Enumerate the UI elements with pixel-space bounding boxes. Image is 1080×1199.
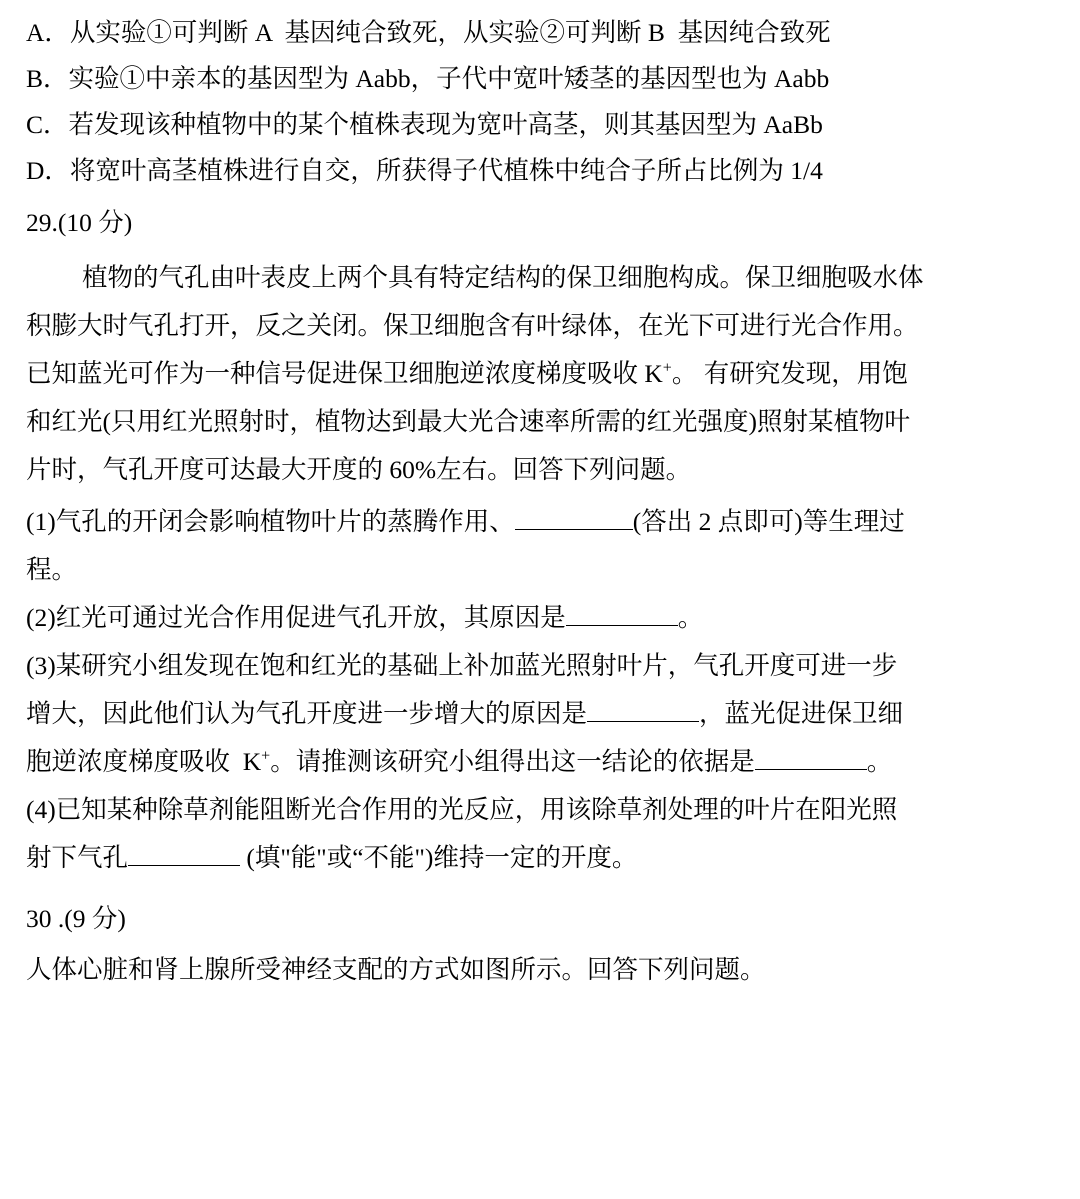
question-29-stem-line-3-tail: 。 有研究发现，用饱 bbox=[671, 359, 908, 388]
question-29-number: 29.(10 分) bbox=[26, 208, 133, 237]
question-29-sub-4-line-2 bbox=[26, 834, 1054, 882]
question-29-sub-3-text-d: 。请推测该研究小组得出这一结论的依据是 bbox=[270, 747, 755, 776]
question-29-stem-line-3 bbox=[26, 350, 1054, 398]
option-b: B．实验①中亲本的基因型为 Aabb，子代中宽叶矮茎的基因型也为 Aabb bbox=[26, 64, 830, 93]
question-29-sub-4-line-1: (4)已知某种除草剂能阻断光合作用的光反应，用该除草剂处理的叶片在阳光照 bbox=[26, 795, 898, 824]
question-29-sub-3-line-3 bbox=[26, 738, 1054, 786]
option-d: D．将宽叶高茎植株进行自交，所获得子代植株中纯合子所占比例为 1/4 bbox=[26, 156, 823, 185]
question-29-stem-line-1: 植物的气孔由叶表皮上两个具有特定结构的保卫细胞构成。保卫细胞吸水体 bbox=[82, 263, 924, 292]
option-a: A．从实验①可判断 A 基因纯合致死，从实验②可判断 B 基因纯合致死 bbox=[26, 18, 831, 47]
question-29-sub-3-text-c: 胞逆浓度梯度吸收 K bbox=[26, 747, 262, 776]
question-29-stem-line-3-text: 已知蓝光可作为一种信号促进保卫细胞逆浓度梯度吸收 K bbox=[26, 359, 663, 388]
answer-blank-29-2[interactable] bbox=[566, 625, 678, 626]
question-29-stem-line-2: 积膨大时气孔打开，反之关闭。保卫细胞含有叶绿体，在光下可进行光合作用。 bbox=[26, 311, 919, 340]
question-29-sub-3-text-a: 增大，因此他们认为气孔开度进一步增大的原因是 bbox=[26, 699, 588, 728]
question-30-stem: 人体心脏和肾上腺所受神经支配的方式如图所示。回答下列问题。 bbox=[26, 955, 766, 984]
question-29-sub-1 bbox=[26, 498, 1054, 546]
question-29-sub-3-line-1: (3)某研究小组发现在饱和红光的基础上补加蓝光照射叶片，气孔开度可进一步 bbox=[26, 651, 898, 680]
question-29-sub-4-text-b: (填"能"或“不能")维持一定的开度。 bbox=[240, 843, 638, 872]
question-30-number: 30 .(9 分) bbox=[26, 904, 126, 933]
question-29-sub-2-text-a: (2)红光可通过光合作用促进气孔开放，其原因是 bbox=[26, 603, 566, 632]
question-29-sub-4-text-a: 射下气孔 bbox=[26, 843, 129, 872]
answer-blank-29-3a[interactable] bbox=[587, 721, 699, 722]
answer-blank-29-3b[interactable] bbox=[755, 769, 867, 770]
question-29-sub-3-text-b: ，蓝光促进保卫细 bbox=[699, 699, 904, 728]
question-29-sub-1-tail: 程。 bbox=[26, 555, 78, 584]
question-29-sub-3-line-2 bbox=[26, 690, 1054, 738]
question-29-sub-3-text-e: 。 bbox=[866, 747, 893, 776]
question-29-sub-1-text-b: (答出 2 点即可)等生理过 bbox=[632, 507, 905, 536]
question-29-sub-2-text-b: 。 bbox=[677, 603, 704, 632]
potassium-ion-superscript: + bbox=[662, 359, 672, 377]
question-29-sub-2 bbox=[26, 594, 1054, 642]
question-29-stem-line-5: 片时，气孔开度可达最大开度的 60%左右。回答下列问题。 bbox=[26, 455, 692, 484]
question-29-stem-line-4: 和红光(只用红光照射时，植物达到最大光合速率所需的红光强度)照射某植物叶 bbox=[26, 407, 910, 436]
option-c: C．若发现该种植物中的某个植株表现为宽叶高茎，则其基因型为 AaBb bbox=[26, 110, 823, 139]
question-29-sub-1-text-a: (1)气孔的开闭会影响植物叶片的蒸腾作用、 bbox=[26, 507, 515, 536]
answer-blank-29-1[interactable] bbox=[515, 529, 633, 530]
potassium-ion-superscript-2: + bbox=[261, 747, 271, 765]
answer-blank-29-4[interactable] bbox=[128, 865, 240, 866]
